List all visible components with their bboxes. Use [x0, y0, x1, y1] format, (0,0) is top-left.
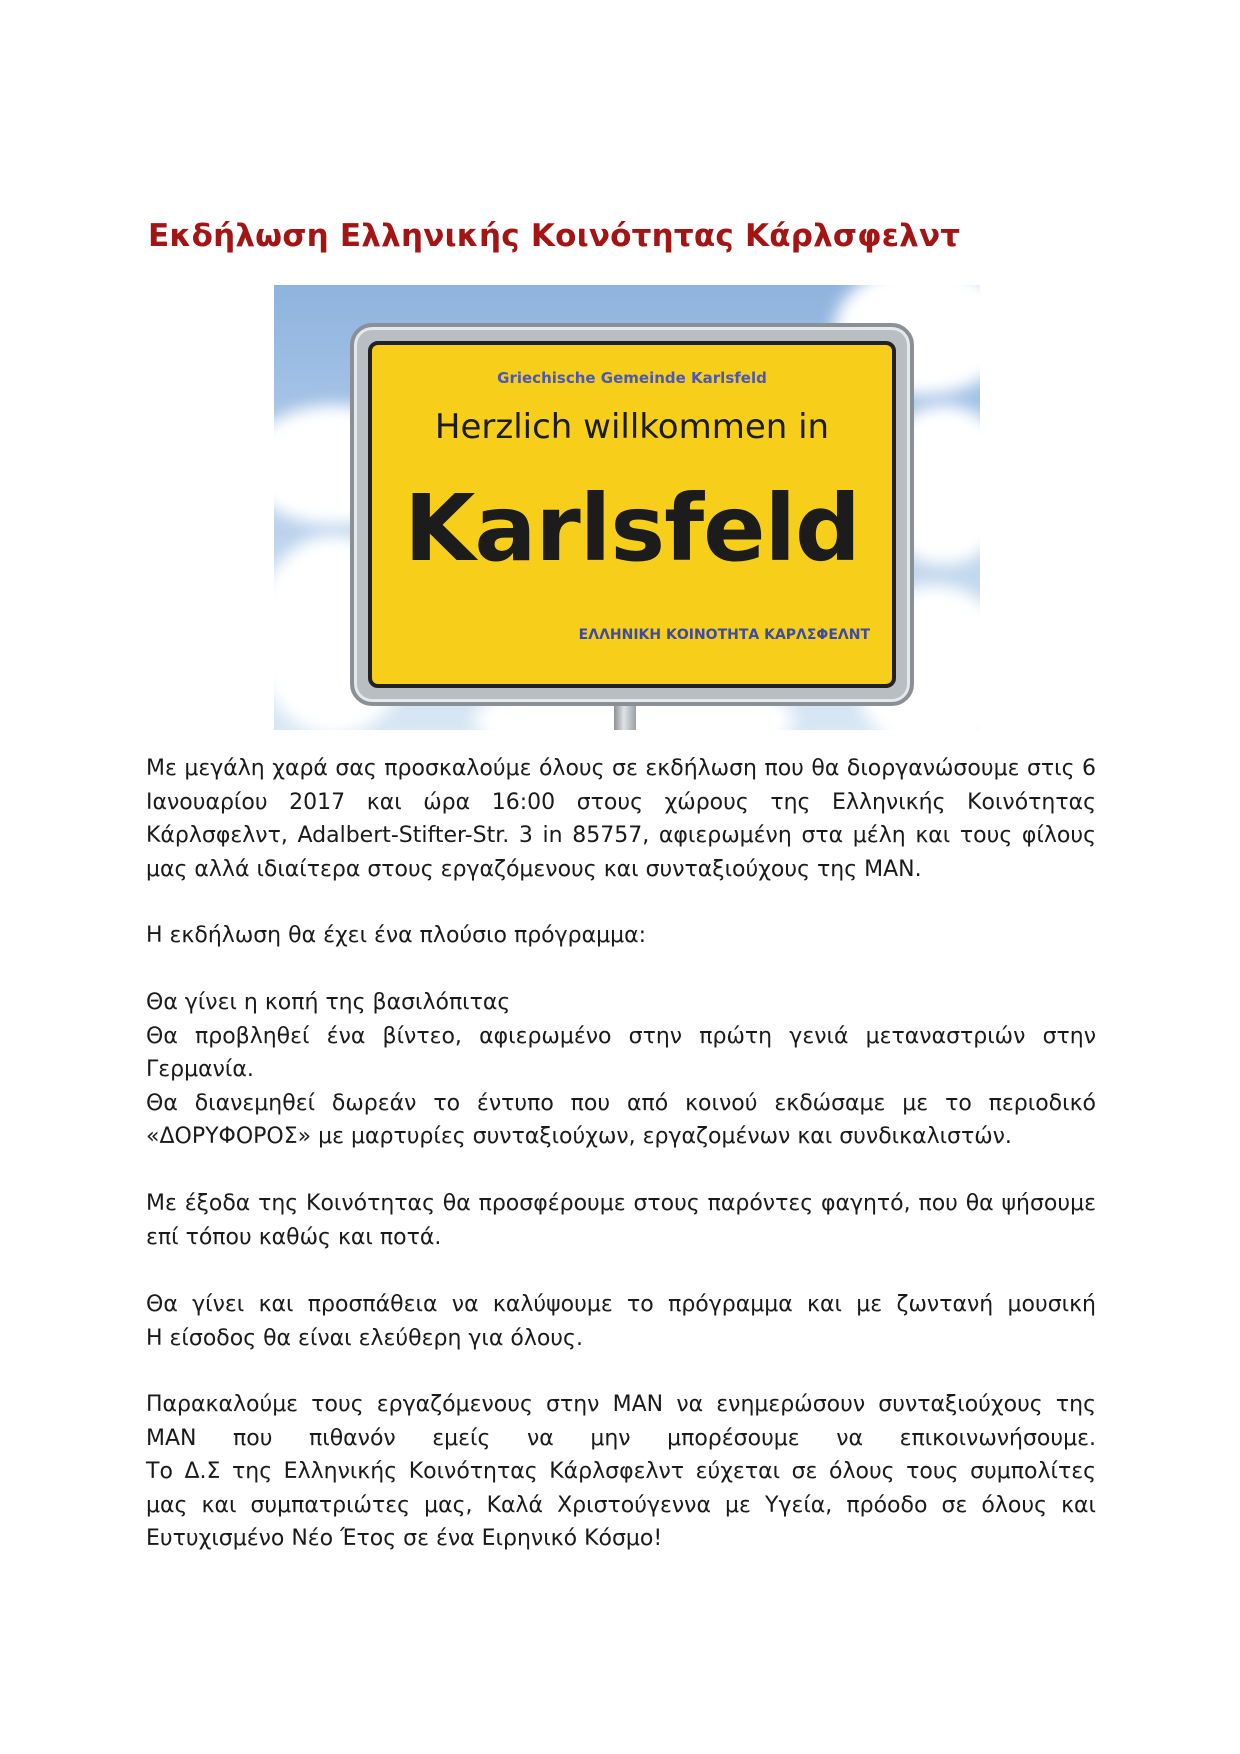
- music-paragraph: [146, 1288, 1096, 1355]
- program-item-video: Θα προβληθεί ένα βίντεο, αφιερωμένο στην πρώτη γενιά μεταναστριών στην Γερμανία.: [146, 1023, 1096, 1082]
- closing-request: Παρακαλούμε τους εργαζόμενους στην MAN να ενημερώσουν συνταξιούχους της MAN που πιθανόν εμείς να μην μπορέσουμε να επικοινωνήσουμε.: [146, 1392, 1096, 1451]
- sign-top-text: Griechische Gemeinde Karlsfeld: [497, 369, 767, 387]
- program-heading: Η εκδήλωση θα έχει ένα πλούσιο πρόγραμμα:: [146, 923, 647, 948]
- program-item-basilopita: Θα γίνει η κοπή της βασιλόπιτας: [146, 990, 511, 1015]
- entry-free-line: Η είσοδος θα είναι ελεύθερη για όλους.: [146, 1325, 583, 1351]
- food-paragraph: Με έξοδα της Κοινότητας θα προσφέρουμε στους παρόντες φαγητό, που θα ψήσουμε επί τόπου καθώς και ποτά.: [146, 1191, 1096, 1250]
- program-item-publication: Θα διανεμηθεί δωρεάν το έντυπο που από κοινού εκδώσαμε με το περιοδικό «ΔΟΡΥΦΟΡΟΣ» με μαρτυρίες συνταξιούχων, εργαζομένων και συνδικαλιστών.: [146, 1090, 1096, 1149]
- sign-bottom-text: ΕΛΛΗΝΙΚΗ ΚΟΙΝΟΤΗΤΑ ΚΑΡΛΣΦΕΛΝΤ: [578, 627, 870, 643]
- karlsfeld-sign-photo: [274, 285, 980, 730]
- program-list: [146, 986, 1096, 1154]
- intro-paragraph: Με μεγάλη χαρά σας προσκαλούμε όλους σε εκδήλωση που θα διοργανώσουμε στις 6 Ιανουαρίου 2017 και ώρα 16:00 στους χώρους της Ελληνικής Κοινότητας Κάρλσφελντ, Adalbert-Stifter-Str. 3 in 85757, αφιερωμένη στα μέλη και τους φίλους μας αλλά ιδιαίτερα στους εργαζόμενους και συνταξιούχους της MAN.: [146, 756, 1096, 882]
- sign-frame: [350, 323, 914, 706]
- closing-paragraph: [146, 1388, 1096, 1556]
- sign-face: [368, 341, 896, 688]
- page-title: Εκδήλωση Ελληνικής Κοινότητας Κάρλσφελντ: [148, 218, 961, 254]
- sign-welcome-text: Herzlich willkommen in: [434, 407, 830, 447]
- sign-town-name: Karlsfeld: [404, 475, 860, 582]
- music-line: Θα γίνει και προσπάθεια να καλύψουμε το πρόγραμμα και με ζωντανή μουσική: [146, 1292, 1096, 1317]
- closing-wishes: Το Δ.Σ της Ελληνικής Κοινότητας Κάρλσφελντ εύχεται σε όλους τους συμπολίτες μας και συμπατριώτες μας, Καλά Χριστούγεννα με Υγεία, πρόοδο σε όλους και Ευτυχισμένο Νέο Έτος σε ένα Ειρηνικό Κόσμο!: [146, 1459, 1096, 1551]
